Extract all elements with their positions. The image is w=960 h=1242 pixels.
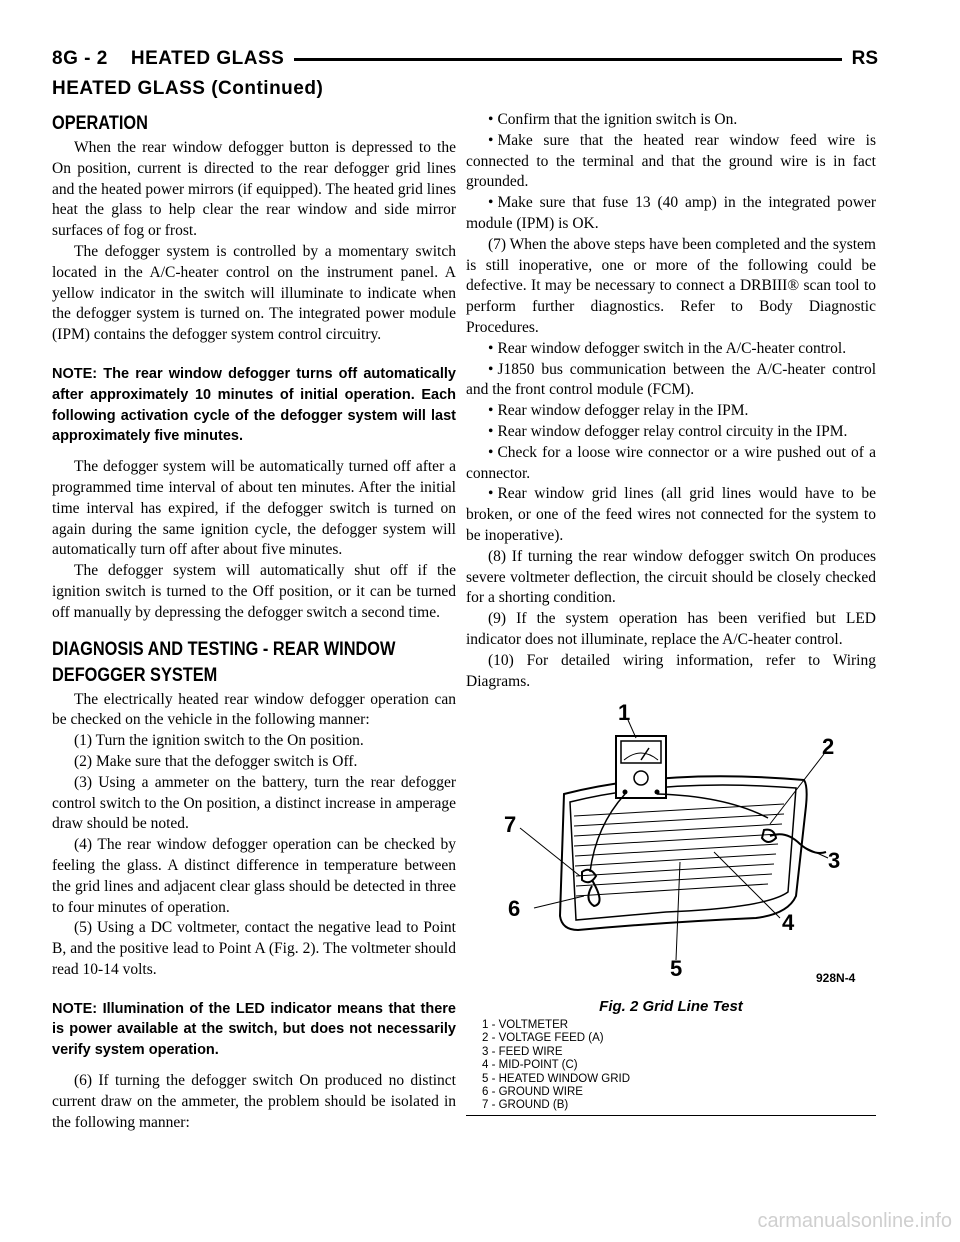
step: (7) When the above steps have been completed and the system is still inoperative, one or more of the following could be defective. It may be necessary to connect a DRBIII® scan tool to perform further diagnostics. Refer to Body Diagnostic Procedures. [466, 235, 876, 336]
header-book-code: RS [842, 48, 878, 70]
left-column [52, 110, 456, 1133]
paragraph: The defogger system will automatically shut off if the ignition switch is turned to the Off position, or it can be turned off manually by depressing the defogger switch a second time. [52, 562, 456, 621]
figure-grid-line-test [466, 696, 876, 1116]
callout-4: 4 [782, 910, 795, 935]
step: (1) Turn the ignition switch to the On position. [74, 732, 364, 750]
legend-item: 3 - FEED WIRE [482, 1045, 563, 1058]
paragraph: The defogger system is controlled by a momentary switch located in the A/C-heater control on the instrument panel. A yellow indicator in the switch will illuminate to indicate when the defogger system is turned on. The integrated power module (IPM) contains the defogger system control circuitry. [52, 242, 456, 344]
page-header [52, 44, 878, 74]
bullet-item: • Rear window grid lines (all grid lines would have to be broken, or one of the feed wires not connected for the system to be inoperative). [466, 485, 876, 544]
right-column [466, 110, 876, 692]
paragraph: When the rear window defogger button is depressed to the On position, current is directed to the rear defogger grid lines and the heated power mirrors (if equipped). The heated grid lines heat the glass to help clear the rear window and side mirror surfaces of fog or frost. [52, 139, 456, 240]
callout-5: 5 [670, 956, 683, 981]
diagnosis-heading-line2: DEFOGGER SYSTEM [52, 664, 218, 686]
window-frame [560, 776, 807, 930]
watermark: carmanualsonline.info [757, 1210, 952, 1232]
diagnosis-heading-line1: DIAGNOSIS AND TESTING - REAR WINDOW [52, 638, 396, 660]
bullet-item: • Confirm that the ignition switch is On. [488, 111, 738, 128]
bullet-item: • Rear window defogger relay control circuity in the IPM. [488, 422, 848, 440]
step: (6) If turning the defogger switch On produced no distinct current draw on the ammeter, the problem should be isolated in the following manner: [52, 1072, 456, 1131]
voltmeter-leads [590, 794, 768, 872]
legend-item: 1 - VOLTMETER [482, 1019, 569, 1031]
note: NOTE: The rear window defogger turns off automatically after approximately 10 minutes of initial operation. Each following activation cycle of the defogger system will last approximately five minutes. [52, 365, 456, 445]
feed-wire [770, 834, 826, 853]
figure-code: 928N-4 [816, 971, 856, 985]
ground-wire [588, 880, 599, 906]
callout-2: 2 [822, 734, 835, 759]
legend-item: 5 - HEATED WINDOW GRID [482, 1072, 631, 1085]
figure-caption: Fig. 2 Grid Line Test [599, 998, 743, 1015]
voltmeter-icon [616, 736, 666, 798]
bullet-item: • Check for a loose wire connector or a wire pushed out of a connector. [466, 443, 876, 482]
paragraph: The defogger system will be automatically turned off after a programmed time interval of about ten minutes. After the initial time interval has expired, if the defogger switch is turned on again during the same ignition cycle, the defogger system will automatically turn off after about five minutes. [52, 458, 456, 559]
continued-title: HEATED GLASS (Continued) [52, 78, 324, 99]
bullet-item: • J1850 bus communication between the A/C-heater control and the front control module (FCM). [466, 360, 876, 399]
bullet-item: • Rear window defogger relay in the IPM. [488, 402, 749, 420]
step: (2) Make sure that the defogger switch is Off. [74, 752, 358, 770]
step: (8) If turning the rear window defogger switch On produces severe voltmeter deflection, the circuit should be closely checked for a shorting condition. [466, 547, 876, 607]
callout-3: 3 [828, 848, 841, 873]
figure-legend [466, 1019, 876, 1113]
header-section-title: 8G - 2 HEATED GLASS [52, 48, 294, 70]
legend-item: 6 - GROUND WIRE [482, 1086, 583, 1099]
operation-heading: OPERATION [52, 113, 148, 134]
step: (3) Using a ammeter on the battery, turn the rear defogger control switch to the On position, a distinct increase in amperage draw should be noted. [52, 773, 456, 833]
note: NOTE: Illumination of the LED indicator means that there is power available at the switch, but does not necessarily verify system operation. [52, 1000, 456, 1059]
bullet-item: • Rear window defogger switch in the A/C-heater control. [488, 339, 847, 357]
callout-1: 1 [618, 700, 631, 725]
callout-6: 6 [508, 896, 521, 921]
bullet-item: • Make sure that the heated rear window feed wire is connected to the terminal and that the ground wire is in fact grounded. [466, 131, 876, 191]
step: (10) For detailed wiring information, refer to Wiring Diagrams. [466, 651, 876, 690]
legend-item: 4 - MID-POINT (C) [482, 1059, 578, 1072]
bullet-item: • Make sure that fuse 13 (40 amp) in the integrated power module (IPM) is OK. [466, 194, 876, 232]
callout-7: 7 [504, 812, 517, 837]
step: (5) Using a DC voltmeter, contact the negative lead to Point B, and the positive lead to Point A (Fig. 2). The voltmeter should read 10-14 volts. [52, 919, 456, 978]
step: (4) The rear window defogger operation can be checked by feeling the glass. A distinct difference in temperature between the grid lines and adjacent clear glass should be detected in three to four minutes of operation. [52, 836, 456, 916]
legend-rule [466, 1115, 876, 1116]
step: (9) If the system operation has been verified but LED indicator does not illuminate, replace the A/C-heater control. [466, 610, 876, 648]
paragraph: The electrically heated rear window defogger operation can be checked on the vehicle in the following manner: [52, 690, 456, 729]
legend-item: 7 - GROUND (B) [482, 1099, 569, 1112]
grid-line-test-illustration [466, 696, 876, 996]
legend-item: 2 - VOLTAGE FEED (A) [482, 1032, 604, 1045]
